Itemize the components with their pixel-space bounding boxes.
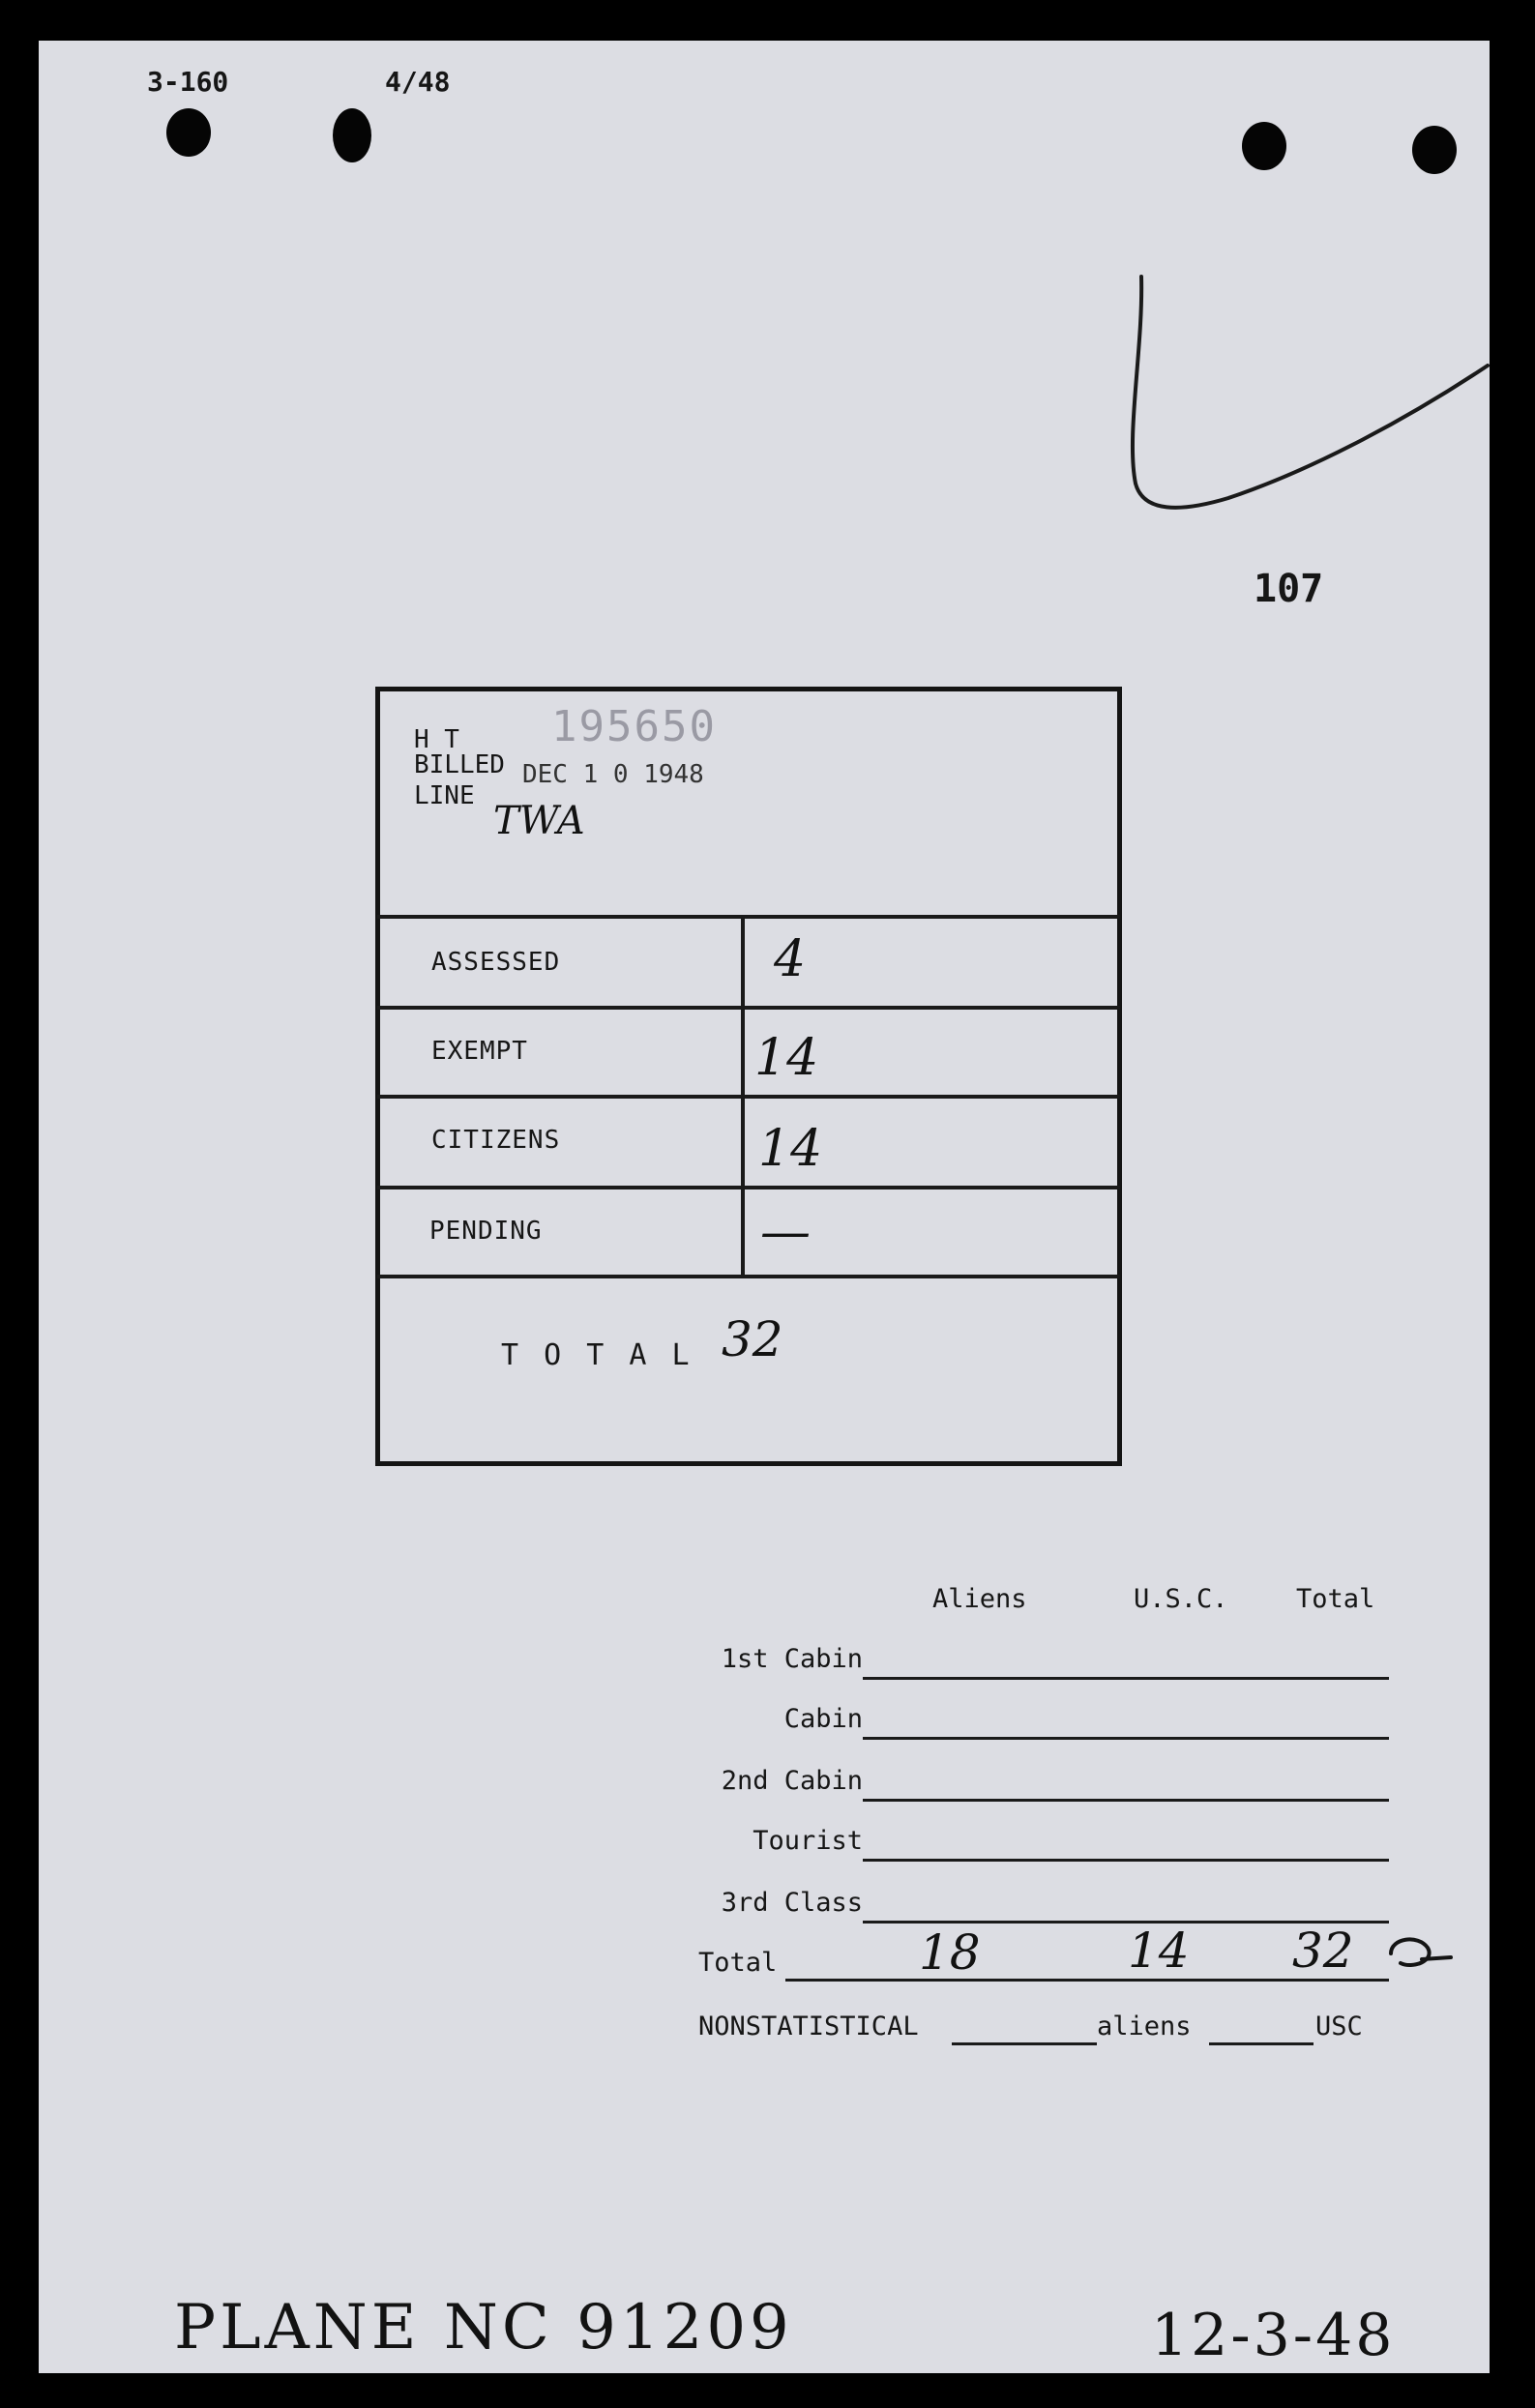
box-total-label: T O T A L	[501, 1338, 694, 1372]
box-divider	[377, 1006, 1120, 1010]
box-divider	[377, 1186, 1120, 1189]
table-total-aliens: 18	[919, 1924, 981, 1981]
assessed-label: ASSESSED	[431, 948, 561, 977]
punch-hole	[1412, 126, 1457, 174]
col-header-aliens: Aliens	[932, 1584, 1027, 1614]
row-line	[863, 1677, 1389, 1680]
row-label-cabin: Cabin	[783, 1704, 863, 1734]
ht-label: H T	[414, 725, 459, 754]
row-label-tourist: Tourist	[753, 1826, 863, 1856]
box-divider	[377, 915, 1120, 919]
exempt-value: 14	[754, 1029, 819, 1087]
row-label-2nd-cabin: 2nd Cabin	[721, 1766, 863, 1796]
exempt-label: EXEMPT	[431, 1037, 528, 1066]
plane-number-handwritten: PLANE NC 91209	[174, 2292, 793, 2364]
row-line	[863, 1799, 1389, 1802]
box-total-value: 32	[722, 1311, 783, 1367]
line-value-handwritten: TWA	[493, 799, 585, 843]
col-header-total: Total	[1296, 1584, 1375, 1614]
circle-mark-icon	[1383, 1930, 1455, 1975]
table-total-label: Total	[698, 1948, 778, 1978]
billed-label: BILLED	[414, 750, 505, 779]
stamp-date: DEC 1 0 1948	[522, 760, 704, 789]
box-divider	[377, 1095, 1120, 1099]
page-number: 107	[1254, 567, 1324, 611]
nonstat-aliens-label: aliens	[1097, 2012, 1192, 2041]
table-total-total: 32	[1292, 1923, 1354, 1979]
stamp-number: 195650	[551, 702, 717, 751]
nonstat-aliens-line	[952, 2042, 1097, 2045]
check-mark-icon	[1122, 271, 1499, 522]
citizens-label: CITIZENS	[431, 1126, 561, 1155]
row-label-1st-cabin: 1st Cabin	[721, 1644, 863, 1674]
col-header-usc: U.S.C.	[1134, 1584, 1228, 1614]
form-date-fragment: 4/48	[385, 66, 451, 98]
nonstat-usc-label: USC	[1315, 2012, 1363, 2041]
assessed-value: 4	[774, 930, 807, 988]
box-column-divider	[741, 915, 745, 1277]
punch-hole	[166, 108, 211, 157]
punch-hole	[1242, 122, 1286, 170]
form-code: 3-160	[147, 66, 229, 98]
row-line	[863, 1737, 1389, 1740]
line-label: LINE	[414, 781, 475, 810]
table-total-usc: 14	[1128, 1923, 1190, 1979]
pending-value: —	[760, 1203, 811, 1261]
total-line	[785, 1979, 1389, 1982]
row-label-3rd-class: 3rd Class	[721, 1888, 863, 1918]
nonstat-label: NONSTATISTICAL	[698, 2012, 919, 2041]
punch-hole	[333, 108, 371, 162]
pending-label: PENDING	[429, 1217, 543, 1246]
citizens-value: 14	[758, 1120, 823, 1178]
nonstat-usc-line	[1209, 2042, 1314, 2045]
date-handwritten: 12-3-48	[1151, 2302, 1396, 2369]
box-divider	[377, 1275, 1120, 1278]
row-line	[863, 1859, 1389, 1862]
